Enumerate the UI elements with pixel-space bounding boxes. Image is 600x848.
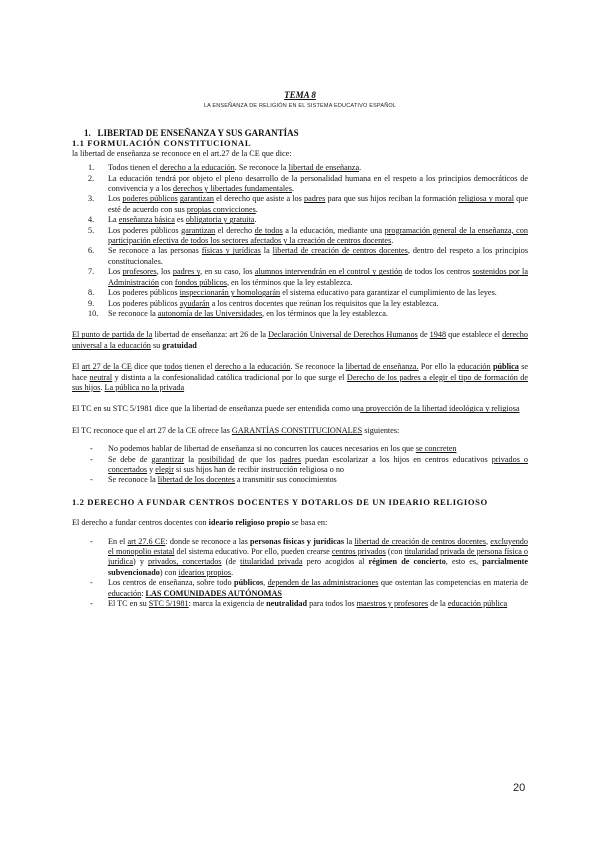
list-item: - En el art 27.6 CE: donde se reconoce a las personas físicas y jurídicas la libertad de creación de centros docentes, excluyendo el monopolio estatal del sistema educativo. Por ello, pueden crearse centros privados (con titularidad privada de persona física o jurídica) y privados, concertados (de titularidad privada pero acogidos al régimen de concierto, esto es, parcialmente subvencionado) con idearios propios. <box>90 536 528 577</box>
ideario-intro: El derecho a fundar centros docentes con ideario religioso propio se basa en: <box>72 518 328 528</box>
list-item: 3. Los poderes públicos garantizan el derecho que asiste a los padres para que sus hijos reciban la formación religiosa y moral que esté de acuerdo con sus propias convicciones. <box>88 194 528 214</box>
list-item: - No podemos hablar de libertad de enseñanza si no concurren los cauces necesarios en los que se concreten <box>90 444 457 454</box>
ideario-list <box>72 537 528 610</box>
list-item: - El TC en su STC 5/1981: marca la exigencia de neutralidad para todos los maestros y profesores de la educación pública <box>90 599 508 609</box>
list-item: 9. Los poderes públicos ayudarán a los centros docentes que reúnan los requisitos que la ley establezca. <box>88 298 439 308</box>
subsection-1-1-heading: 1.1 FORMULACIÓN CONSTITUCIONAL <box>72 138 252 149</box>
tc-paragraph: El TC en su STC 5/1981 dice que la libertad de enseñanza puede ser entendida como una proyección de la libertad ideológica y religiosa <box>72 404 520 414</box>
section-1-heading: 1. LIBERTAD DE ENSEÑANZA Y SUS GARANTÍAS <box>84 128 299 138</box>
subsection-1-2-heading: 1.2 DERECHO A FUNDAR CENTROS DOCENTES Y DOTARLOS DE UN IDEARIO RELIGIOSO <box>72 496 488 507</box>
page-number: 20 <box>513 782 526 794</box>
list-item: - Se reconoce la libertad de los docentes a transmitir sus conocimientos <box>90 475 337 485</box>
theme-subtitle: LA ENSEÑANZA DE RELIGIÓN EN EL SISTEMA EDUCATIVO ESPAÑOL <box>203 103 397 109</box>
list-item: 6. Se reconoce a las personas físicas y jurídicas la libertad de creación de centros docentes, dentro del respeto a los principios constitucionales. <box>88 246 529 266</box>
garantias-list <box>72 444 528 486</box>
list-item: 5. Los poderes públicos garantizan el derecho de todos a la educación, mediante una programación general de la enseñanza, con participación efectiva de todos los sectores afectados y la creación de centros docentes. <box>88 225 528 246</box>
dudh-paragraph: El punto de partida de la libertad de enseñanza: art 26 de la Declaración Universal de Derechos Humanos de 1948 que establece el derecho universal a la educación su gratuidad <box>72 330 528 350</box>
list-item: 10. Se reconoce la autonomía de las Universidades, en los términos que la ley establezca. <box>88 308 388 318</box>
list-item: 8. Los poderes públicos inspeccionarán y homologarán el sistema educativo para garantizar el cumplimiento de las leyes. <box>88 288 497 298</box>
list-item: - Se debe de garantizar la posibilidad de que los padres puedan escolarizar a los hijos en centros educativos privados o concertados y elegir si sus hijos han de recibir instrucción religiosa o no <box>90 454 528 474</box>
theme-title: TEMA 8 <box>284 90 316 100</box>
article-27-list <box>72 163 528 319</box>
document-body <box>72 128 528 609</box>
list-item: - Los centros de enseñanza, sobre todo públicos, dependen de las administraciones que ostentan las competencias en materia de educación: LAS COMUNIDADES AUTÓNOMAS <box>90 578 529 598</box>
list-item: 4. La enseñanza básica es obligatoria y gratuita. <box>88 215 257 225</box>
list-item: 7. Los profesores, los padres y, en su caso, los alumnos intervendrán en el control y gestión de todos los centros sostenidos por la Administración con fondos públicos, en los términos que la ley establezca. <box>88 267 528 287</box>
art27-paragraph: El art 27 de la CE dice que todos tienen el derecho a la educación. Se reconoce la libertad de enseñanza. Por ello la educación pública se hace neutral y distinta a la confesionalidad católica tradicional por lo que surge el Derecho de los padres a elegir el tipo de formación de sus hijos. La pública no la privada <box>72 362 529 392</box>
intro-paragraph: la libertad de enseñanza se reconoce en el art.27 de la CE que dice: <box>72 148 292 158</box>
list-item: 2. La educación tendrá por objeto el pleno desarrollo de la personalidad humana en el respeto a los principios democráticos de convivencia y a los derechos y libertades fundamentales. <box>88 173 528 194</box>
list-item: 1. Todos tienen el derecho a la educación. Se reconoce la libertad de enseñanza. <box>88 163 362 173</box>
garantias-paragraph: El TC reconoce que el art 27 de la CE ofrece las GARANTÍAS CONSTITUCIONALES siguientes: <box>72 425 400 435</box>
